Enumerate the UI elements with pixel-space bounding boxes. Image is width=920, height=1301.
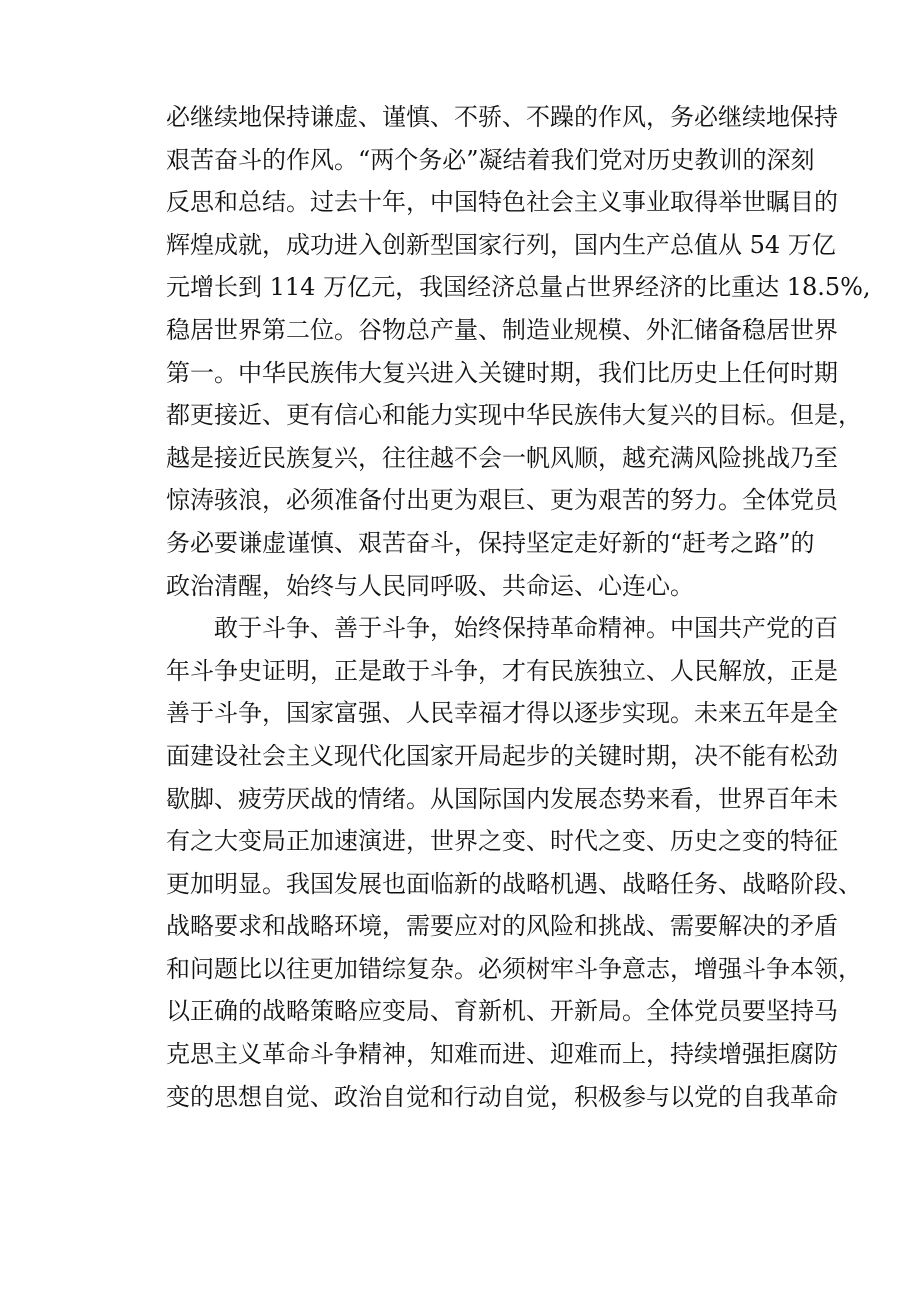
text-line: 政治清醒，始终与人民同呼吸、共命运、心连心。 [166, 571, 694, 600]
text-line: 变的思想自觉、政治自觉和行动自觉，积极参与以党的自我革命 [166, 1082, 838, 1111]
paragraph-2 [166, 607, 862, 1118]
text-line: 都更接近、更有信心和能力实现中华民族伟大复兴的目标。但是， [166, 401, 862, 430]
text-line: 元增长到 114 万亿元，我国经济总量占世界经济的比重达 18.5%, [166, 273, 871, 302]
text-line: 惊涛骇浪，必须准备付出更为艰巨、更为艰苦的努力。全体党员 [166, 486, 838, 515]
text-line: 反思和总结。过去十年，中国特色社会主义事业取得举世瞩目的 [166, 188, 838, 217]
text-line: 辉煌成就，成功进入创新型国家行列，国内生产总值从 54 万亿 [166, 230, 836, 259]
paragraph-1 [166, 96, 871, 607]
text-line: 歇脚、疲劳厌战的情绪。从国际国内发展态势来看，世界百年未 [166, 784, 838, 813]
text-line: 克思主义革命斗争精神，知难而进、迎难而上，持续增强拒腐防 [166, 1040, 838, 1069]
text-line: 越是接近民族复兴，往往越不会一帆风顺，越充满风险挑战乃至 [166, 443, 838, 472]
text-line: 以正确的战略策略应变局、育新机、开新局。全体党员要坚持马 [166, 997, 838, 1026]
text-line: 善于斗争，国家富强、人民幸福才得以逐步实现。未来五年是全 [166, 699, 838, 728]
text-line: 战略要求和战略环境，需要应对的风险和挑战、需要解决的矛盾 [166, 912, 838, 941]
text-line: 第一。中华民族伟大复兴进入关键时期，我们比历史上任何时期 [166, 358, 838, 387]
text-line: 更加明显。我国发展也面临新的战略机遇、战略任务、战略阶段、 [166, 869, 862, 898]
text-line: 年斗争史证明，正是敢于斗争，才有民族独立、人民解放，正是 [166, 656, 838, 685]
text-line: 和问题比以往更加错综复杂。必须树牢斗争意志，增强斗争本领， [166, 954, 862, 983]
text-line: 必继续地保持谦虚、谨慎、不骄、不躁的作风，务必继续地保持 [166, 103, 838, 131]
text-line: 有之大变局正加速演进，世界之变、时代之变、历史之变的特征 [166, 827, 838, 856]
text-line: 稳居世界第二位。谷物总产量、制造业规模、外汇储备稳居世界 [166, 315, 838, 344]
text-line: 艰苦奋斗的作风。“两个务必”凝结着我们党对历史教训的深刻 [166, 145, 815, 174]
text-line: 务必要谦虚谨慎、艰苦奋斗，保持坚定走好新的“赶考之路”的 [166, 528, 815, 557]
text-line: 面建设社会主义现代化国家开局起步的关键时期，决不能有松劲 [166, 741, 838, 770]
document-body [166, 96, 871, 1118]
text-line: 敢于斗争、善于斗争，始终保持革命精神。中国共产党的百 [214, 614, 838, 643]
